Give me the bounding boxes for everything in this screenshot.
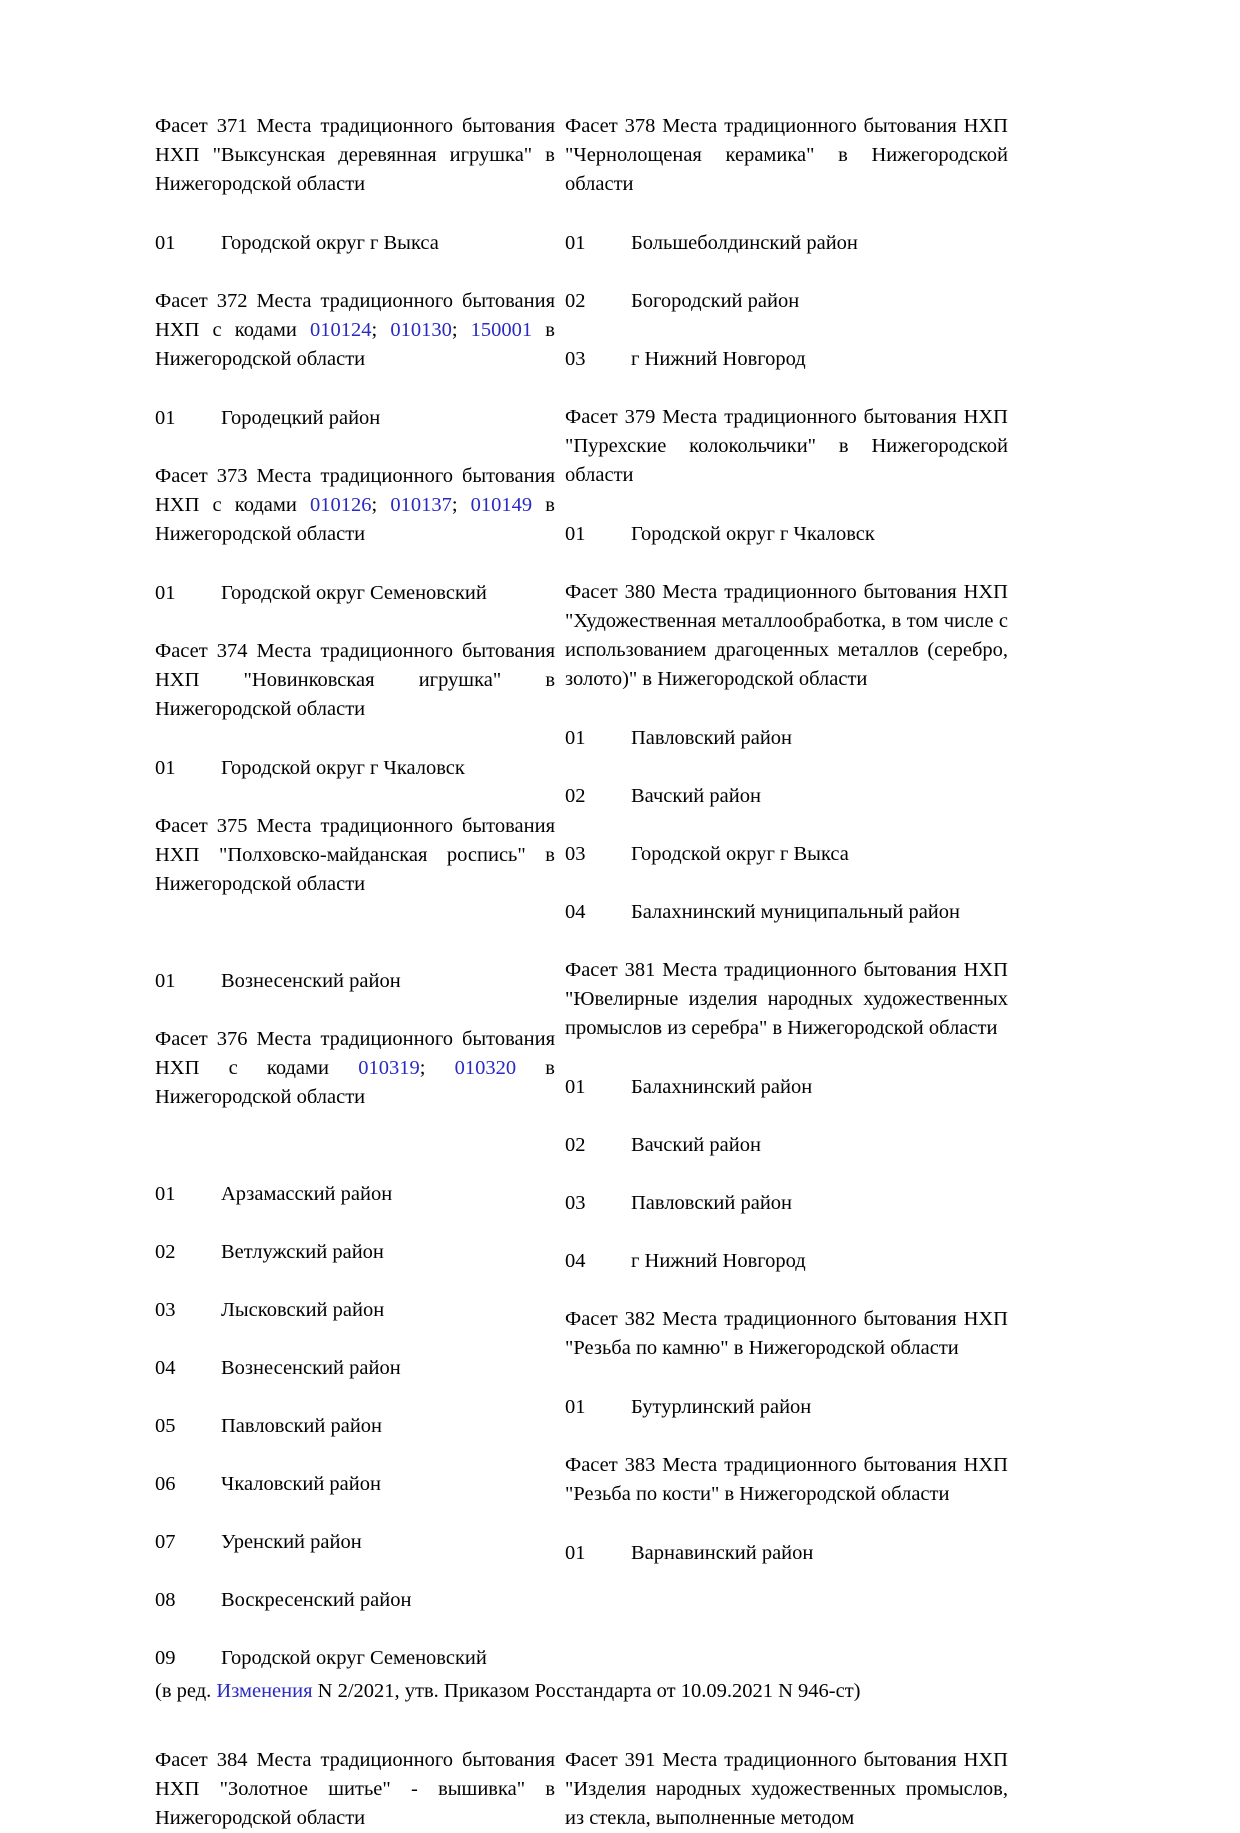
facet-371: Фасет 371 Места традиционного бытования НХП "Выксунская деревянная игрушка" в Нижегородской области: [155, 115, 555, 195]
facet-375: Фасет 375 Места традиционного бытования НХП "Полховско-майданская роспись" в Нижегородской области: [155, 815, 555, 895]
entry-380-03: [565, 840, 1008, 869]
facet-372: Фасет 372 Места традиционного бытования НХП с кодами 010124; 010130; 150001 в Нижегородской области: [155, 290, 555, 370]
entry-372-01: [155, 404, 555, 433]
code-link-010124[interactable]: 010124: [309, 319, 372, 341]
entry-label: Вознесенский район: [221, 1357, 401, 1379]
entry-number: 01: [565, 523, 586, 545]
entry-number: 02: [565, 785, 586, 807]
facet-380: Фасет 380 Места традиционного бытования НХП "Художественная металлообработка, в том числе с использованием драгоценных металлов (серебро, золото)" в Нижегородской области: [565, 581, 1008, 690]
facet-372-lead: Фасет 372 Места традиционного бытования НХП с кодами: [155, 290, 555, 341]
facet-372-tail: в Нижегородской области: [155, 319, 555, 370]
entry-label: Павловский район: [631, 727, 793, 749]
code-link-010137[interactable]: 010137: [390, 494, 452, 516]
entry-378-02: [565, 287, 1008, 316]
layout-spacer: [155, 929, 555, 967]
facet-382: Фасет 382 Места традиционного бытования НХП "Резьба по камню" в Нижегородской области: [565, 1308, 1008, 1359]
entry-number: 03: [565, 1192, 586, 1214]
layout-spacer: [155, 1142, 555, 1180]
entry-label: Городской округ г Чкаловск: [221, 757, 465, 779]
facet-381: Фасет 381 Места традиционного бытования НХП "Ювелирные изделия народных художественных промыслов из серебра" в Нижегородской области: [565, 959, 1008, 1039]
entry-label: Лысковский район: [221, 1299, 385, 1321]
entry-label: Ветлужский район: [221, 1241, 384, 1263]
entry-376-01: [155, 1180, 555, 1209]
entry-379-01: [565, 520, 1008, 549]
entry-label: Балахнинский муниципальный район: [631, 901, 960, 923]
entry-label: Вознесенский район: [221, 970, 401, 992]
entry-number: 03: [155, 1299, 176, 1321]
entry-label: Вачский район: [631, 785, 761, 807]
entry-label: Городской округ г Выкса: [631, 843, 849, 865]
code-link-010149[interactable]: 010149: [470, 494, 533, 516]
entry-376-04: [155, 1354, 555, 1383]
entry-373-01: [155, 579, 555, 608]
entry-380-04: [565, 898, 1008, 927]
entry-381-01: [565, 1073, 1008, 1102]
facet-376: Фасет 376 Места традиционного бытования НХП с кодами 010319; 010320 в Нижегородской области: [155, 1028, 555, 1108]
entry-374-01: [155, 754, 555, 783]
entry-number: 01: [155, 757, 176, 779]
entry-378-03: [565, 345, 1008, 374]
facet-373-lead: Фасет 373 Места традиционного бытования НХП с кодами: [155, 465, 555, 516]
entry-376-02: [155, 1238, 555, 1267]
facet-373-tail: в Нижегородской области: [155, 494, 555, 545]
entry-371-01: [155, 229, 555, 258]
entry-number: 06: [155, 1473, 176, 1495]
entry-number: 01: [155, 232, 176, 254]
amendment-prefix: (в ред.: [155, 1680, 217, 1702]
entry-number: 05: [155, 1415, 176, 1437]
entry-number: 02: [565, 290, 586, 312]
amendment-link[interactable]: Изменения: [216, 1680, 313, 1702]
facet-384: Фасет 384 Места традиционного бытования НХП "Золотное шитье" - вышивка" в Нижегородской области: [155, 1749, 555, 1829]
facet-379: Фасет 379 Места традиционного бытования НХП "Пурехские колокольчики" в Нижегородской области: [565, 406, 1008, 486]
facet-376-tail: в Нижегородской области: [155, 1057, 555, 1108]
entry-376-05: [155, 1412, 555, 1441]
entry-number: 01: [155, 970, 176, 992]
entry-label: Городской округ г Чкаловск: [631, 523, 875, 545]
entry-number: 03: [565, 843, 586, 865]
entry-376-07: [155, 1528, 555, 1557]
entry-number: 01: [565, 232, 586, 254]
right-column: [565, 112, 1008, 1568]
entry-380-02: [565, 782, 1008, 811]
code-link-150001[interactable]: 150001: [470, 319, 533, 341]
entry-381-04: [565, 1247, 1008, 1276]
code-link-010130[interactable]: 010130: [390, 319, 452, 341]
entry-376-08: [155, 1586, 555, 1615]
entry-381-02: [565, 1131, 1008, 1160]
entry-number: 02: [155, 1241, 176, 1263]
facet-391: Фасет 391 Места традиционного бытования НХП "Изделия народных художественных промыслов, из стекла, выполненные методом: [565, 1749, 1008, 1829]
entry-label: Балахнинский район: [631, 1076, 813, 1098]
entry-number: 04: [565, 901, 586, 923]
entry-number: 01: [565, 1542, 586, 1564]
entry-label: Варнавинский район: [631, 1542, 814, 1564]
entry-label: Богородский район: [631, 290, 800, 312]
entry-label: г Нижний Новгород: [631, 348, 806, 370]
entry-380-01: [565, 724, 1008, 753]
entry-number: 01: [155, 582, 176, 604]
bottom-left-column: [155, 1746, 555, 1833]
entry-label: Павловский район: [221, 1415, 383, 1437]
entry-375-01: [155, 967, 555, 996]
entry-label: Городской округ Семеновский: [221, 582, 487, 604]
entry-381-03: [565, 1189, 1008, 1218]
entry-number: 07: [155, 1531, 176, 1553]
entry-383-01: [565, 1539, 1008, 1568]
entry-label: Большеболдинский район: [631, 232, 858, 254]
entry-label: Воскресенский район: [221, 1589, 412, 1611]
entry-label: г Нижний Новгород: [631, 1250, 806, 1272]
entry-label: Арзамасский район: [221, 1183, 393, 1205]
bottom-continuation: [155, 1746, 1008, 1833]
entry-number: 01: [565, 1396, 586, 1418]
facet-373: Фасет 373 Места традиционного бытования НХП с кодами 010126; 010137; 010149 в Нижегородской области: [155, 465, 555, 545]
code-link-010320[interactable]: 010320: [454, 1057, 517, 1079]
entry-382-01: [565, 1393, 1008, 1422]
entry-376-09: [155, 1644, 555, 1673]
facet-378: Фасет 378 Места традиционного бытования НХП "Чернолощеная керамика" в Нижегородской области: [565, 115, 1008, 195]
entry-378-01: [565, 229, 1008, 258]
entry-label: Вачский район: [631, 1134, 761, 1156]
entry-376-03: [155, 1296, 555, 1325]
entry-number: 09: [155, 1647, 176, 1669]
entry-label: Павловский район: [631, 1192, 793, 1214]
code-link-010126[interactable]: 010126: [309, 494, 372, 516]
entry-label: Городской округ Семеновский: [221, 1647, 487, 1669]
left-column: [155, 112, 555, 1673]
entry-label: Городской округ г Выкса: [221, 232, 439, 254]
entry-number: 04: [155, 1357, 176, 1379]
facet-374: Фасет 374 Места традиционного бытования НХП "Новинковская игрушка" в Нижегородской области: [155, 640, 555, 720]
amendment-suffix: N 2/2021, утв. Приказом Росстандарта от 10.09.2021 N 946-ст): [312, 1680, 861, 1702]
entry-number: 01: [155, 407, 176, 429]
entry-label: Чкаловский район: [221, 1473, 381, 1495]
entry-number: 08: [155, 1589, 176, 1611]
entry-label: Бутурлинский район: [631, 1396, 812, 1418]
entry-number: 01: [565, 1076, 586, 1098]
facet-383: Фасет 383 Места традиционного бытования НХП "Резьба по кости" в Нижегородской области: [565, 1454, 1008, 1505]
entry-number: 03: [565, 348, 586, 370]
entry-number: 02: [565, 1134, 586, 1156]
entry-number: 01: [565, 727, 586, 749]
entry-number: 01: [155, 1183, 176, 1205]
entry-376-06: [155, 1470, 555, 1499]
amendment-note: [155, 1677, 1008, 1706]
entry-number: 04: [565, 1250, 586, 1272]
code-link-010319[interactable]: 010319: [358, 1057, 420, 1079]
bottom-right-column: [565, 1746, 1008, 1833]
entry-label: Уренский район: [221, 1531, 362, 1553]
facet-376-lead: Фасет 376 Места традиционного бытования НХП с кодами: [155, 1028, 555, 1079]
two-column-body: [155, 112, 1008, 1673]
entry-label: Городецкий район: [221, 407, 381, 429]
